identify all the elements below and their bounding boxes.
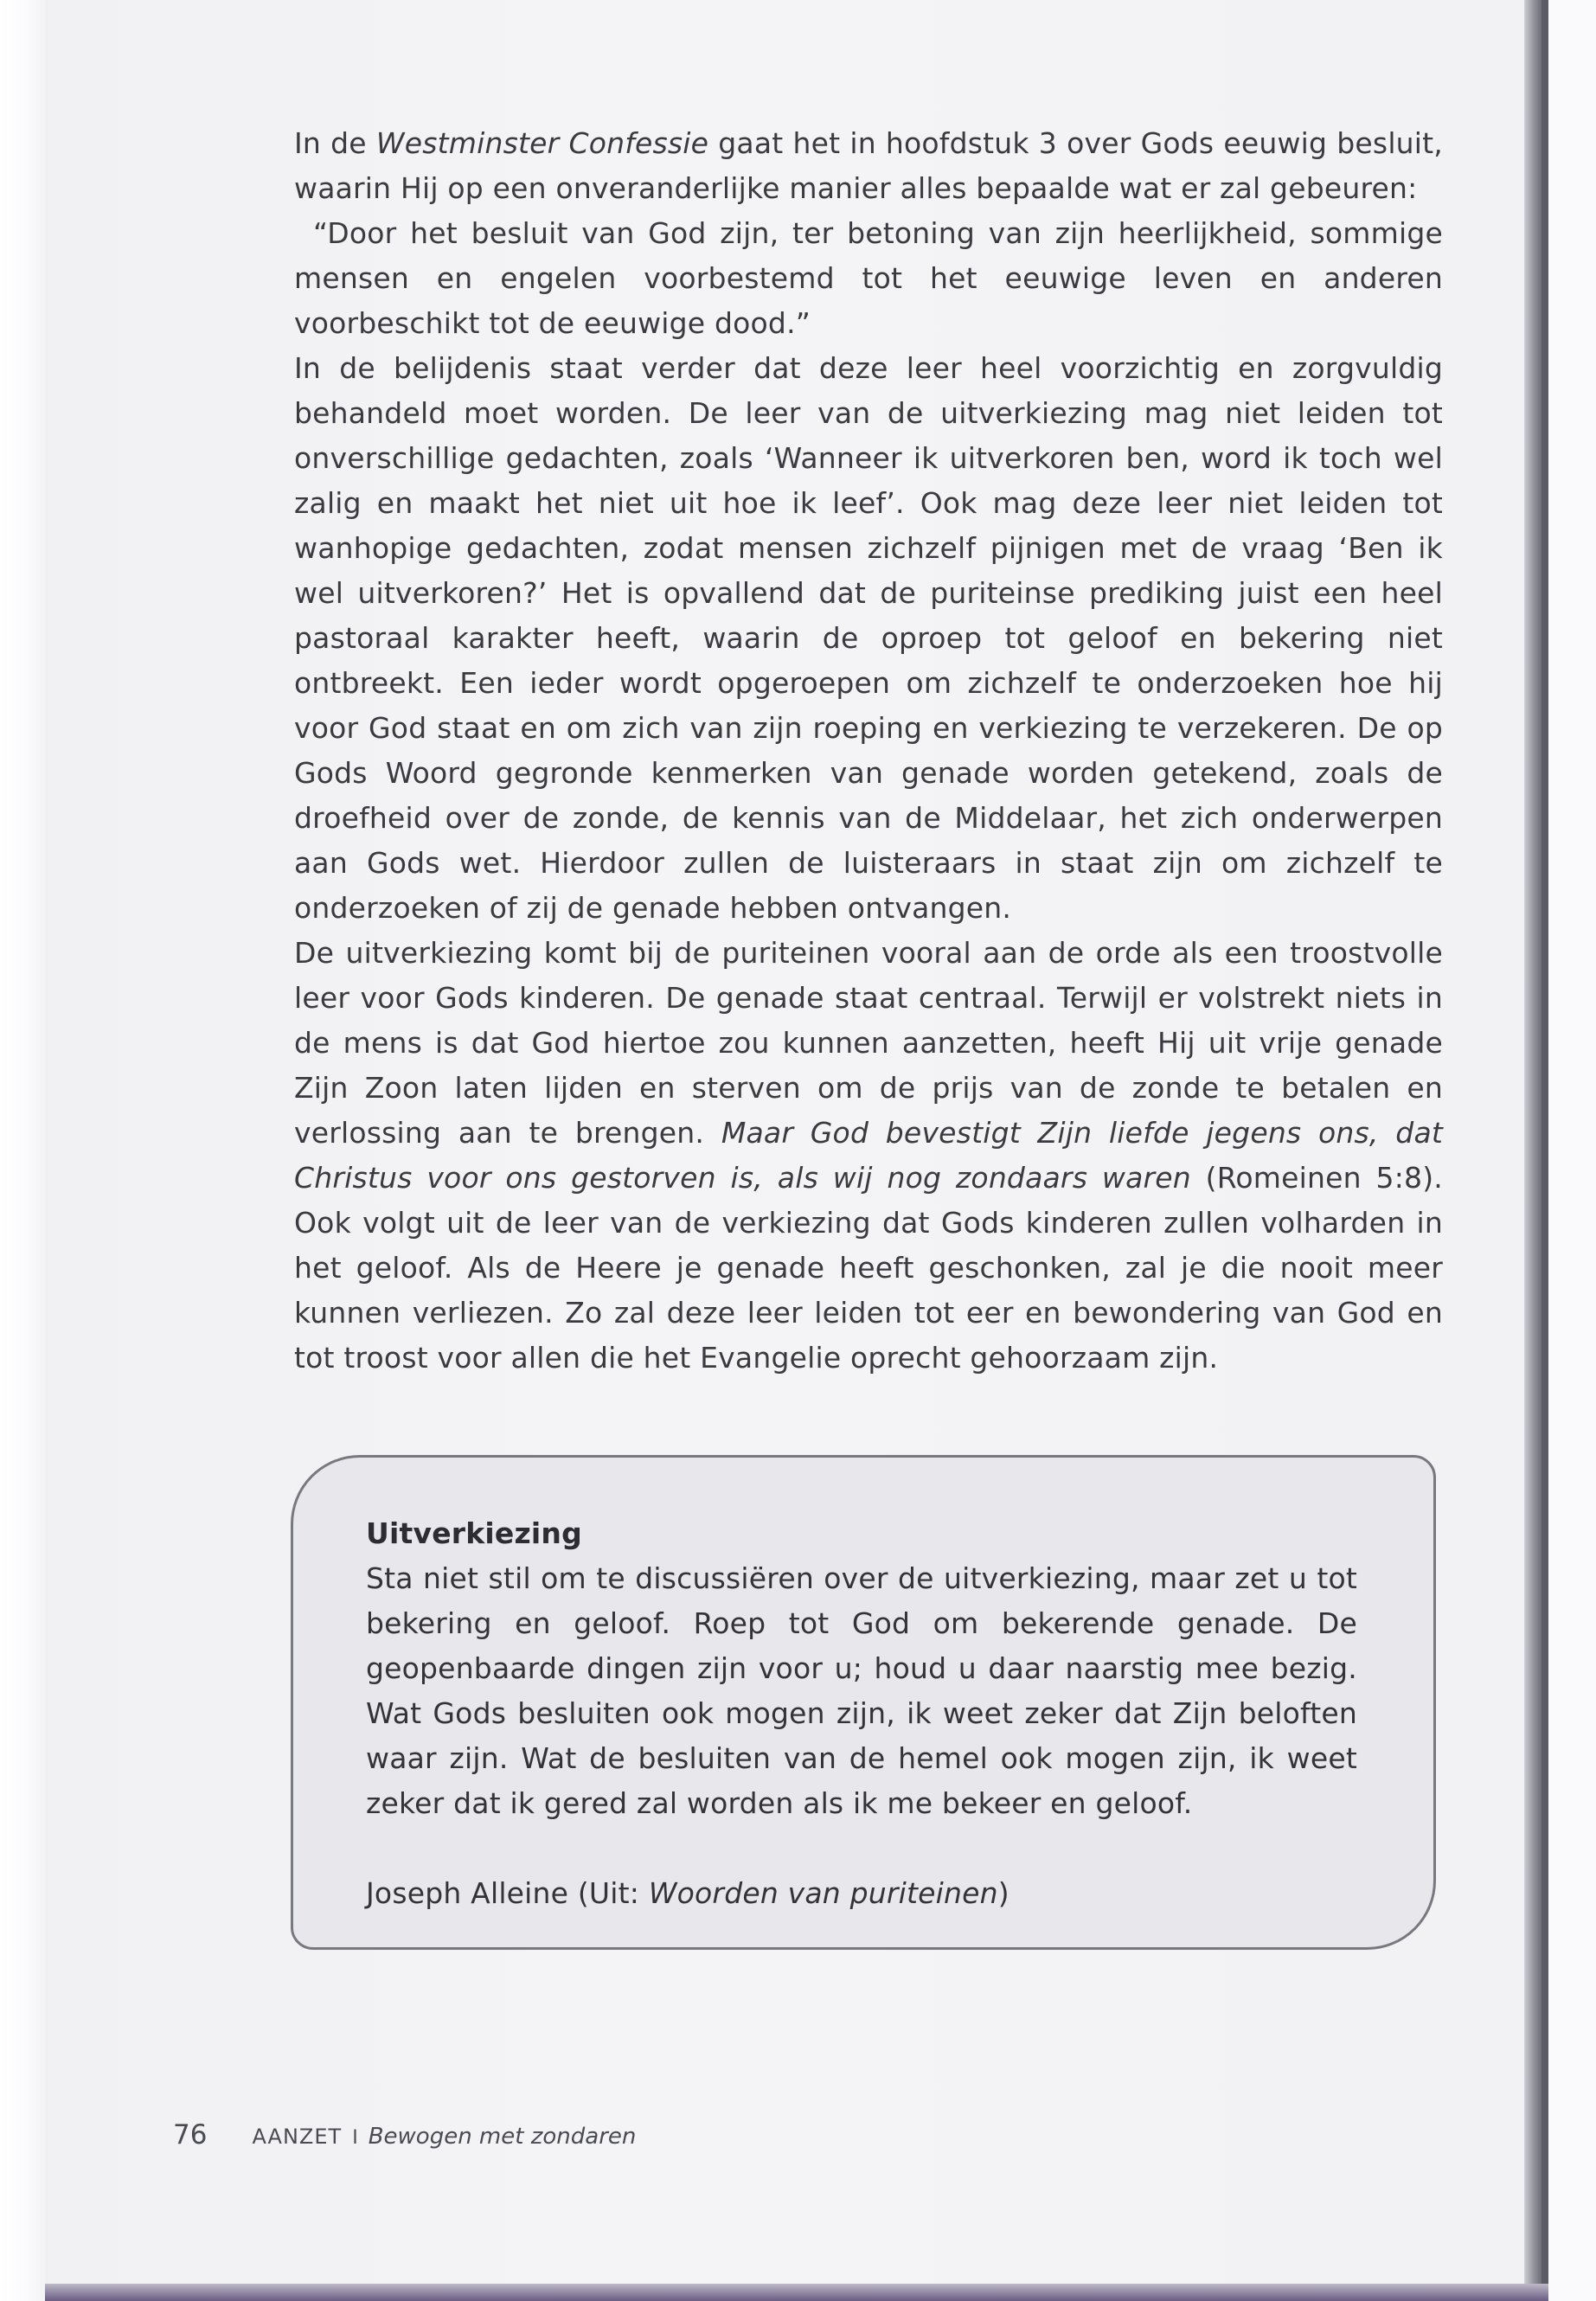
confession-quote: “Door het besluit van God zijn, ter betoning van zijn heerlijkheid, sommige mensen en engelen voorbestemd tot het eeuwige leven en anderen voorbeschikt tot de eeuwige dood.” (294, 216, 1443, 340)
footer-book-title: Bewogen met zondaren (368, 2124, 637, 2150)
book-spine-edge (1542, 0, 1548, 2301)
scan-right-margin (1548, 0, 1596, 2301)
scan-left-margin (0, 0, 45, 2301)
paragraph-uitverkiezing: De uitverkiezing komt bij de puriteinen vooral aan de orde als een troostvolle leer voor Gods kinderen. De genade staat centraal. Terwijl er volstrekt niets in de mens is dat God hiertoe zou kunnen aanzetten, heeft Hij uit vrije genade Zijn Zoon laten lijden en sterven om de prijs van de zonde te betalen en verlossing aan te brengen. Maar God bevestigt Zijn liefde jegens ons, dat Christus voor ons gestorven is, als wij nog zondaars waren (Romeinen 5:8). Ook volgt uit de leer van de verkiezing dat Gods kinderen zullen volharden in het geloof. Als de Heere je genade heeft geschonken, zal je die nooit meer kunnen verliezen. Zo zal deze leer leiden tot eer en bewondering van God en tot troost voor allen die het Evangelie oprecht gehoorzaam zijn. (294, 936, 1444, 1375)
paragraph-belijdenis: In de belijdenis staat verder dat deze leer heel voorzichtig en zorgvuldig behandeld moet worden. De leer van de uitverkiezing mag niet leiden tot onverschillige gedachten, zoals ‘Wanneer ik uitverkoren ben, word ik toch wel zalig en maakt het niet uit hoe ik leef’. Ook mag deze leer niet leiden tot wanhopige gedachten, zodat mensen zichzelf pijnigen met de vraag ‘Ben ik wel uitverkoren?’ Het is opvallend dat de puriteinse prediking juist een heel pastoraal karakter heeft, waarin de oproep tot geloof en bekering niet ontbreekt. Een ieder wordt opgeroepen om zichzelf te onderzoeken hoe hij voor God staat en om zich van zijn roeping en verkiezing te verzekeren. De op Gods Woord gegronde kenmerken van genade worden getekend, zoals de droefheid over de zonde, de kennis van de Middelaar, het zich onderwerpen aan Gods wet. Hierdoor zullen de luisteraars in staat zijn om zichzelf te onderzoeken of zij de genade hebben ontvangen. (294, 351, 1443, 925)
quote-callout-box (291, 1455, 1436, 1950)
footer-section-label: AANZET (252, 2125, 343, 2149)
page-number: 76 (173, 2119, 208, 2150)
romans-quote: Maar God bevestigt Zijn liefde jegens ons, dat Christus voor ons gestorven is, als wij nog zondaars waren (294, 1116, 1444, 1195)
westminster-title: Westminster Confessie (375, 126, 709, 160)
callout-source-title: Woorden van puriteinen (648, 1876, 998, 1910)
callout-title: Uitverkiezing (366, 1516, 582, 1550)
callout-source: Joseph Alleine (Uit: Woorden van puriteinen) (366, 1876, 1010, 1910)
page-footer (173, 2118, 636, 2156)
paragraph-westminster: In de Westminster Confessie gaat het in hoofdstuk 3 over Gods eeuwig besluit, waarin Hij op een onveranderlijke manier alles bepaalde wat er zal gebeuren: (294, 126, 1443, 205)
main-text (294, 121, 1443, 1381)
callout-content (366, 1511, 1357, 1916)
book-bottom-edge (45, 2284, 1548, 2301)
book-spine-shadow (1524, 0, 1542, 2301)
footer-separator: I (352, 2127, 358, 2149)
callout-text: Sta niet stil om te discussiëren over de uitverkiezing, maar zet u tot bekering en geloof. Roep tot God om bekerende genade. De geopenbaarde dingen zijn voor u; houd u daar naarstig mee bezig. Wat Gods besluiten ook mogen zijn, ik weet zeker dat Zijn beloften waar zijn. Wat de besluiten van de hemel ook mogen zijn, ik weet zeker dat ik gered zal worden als ik me bekeer en geloof. (366, 1561, 1357, 1820)
